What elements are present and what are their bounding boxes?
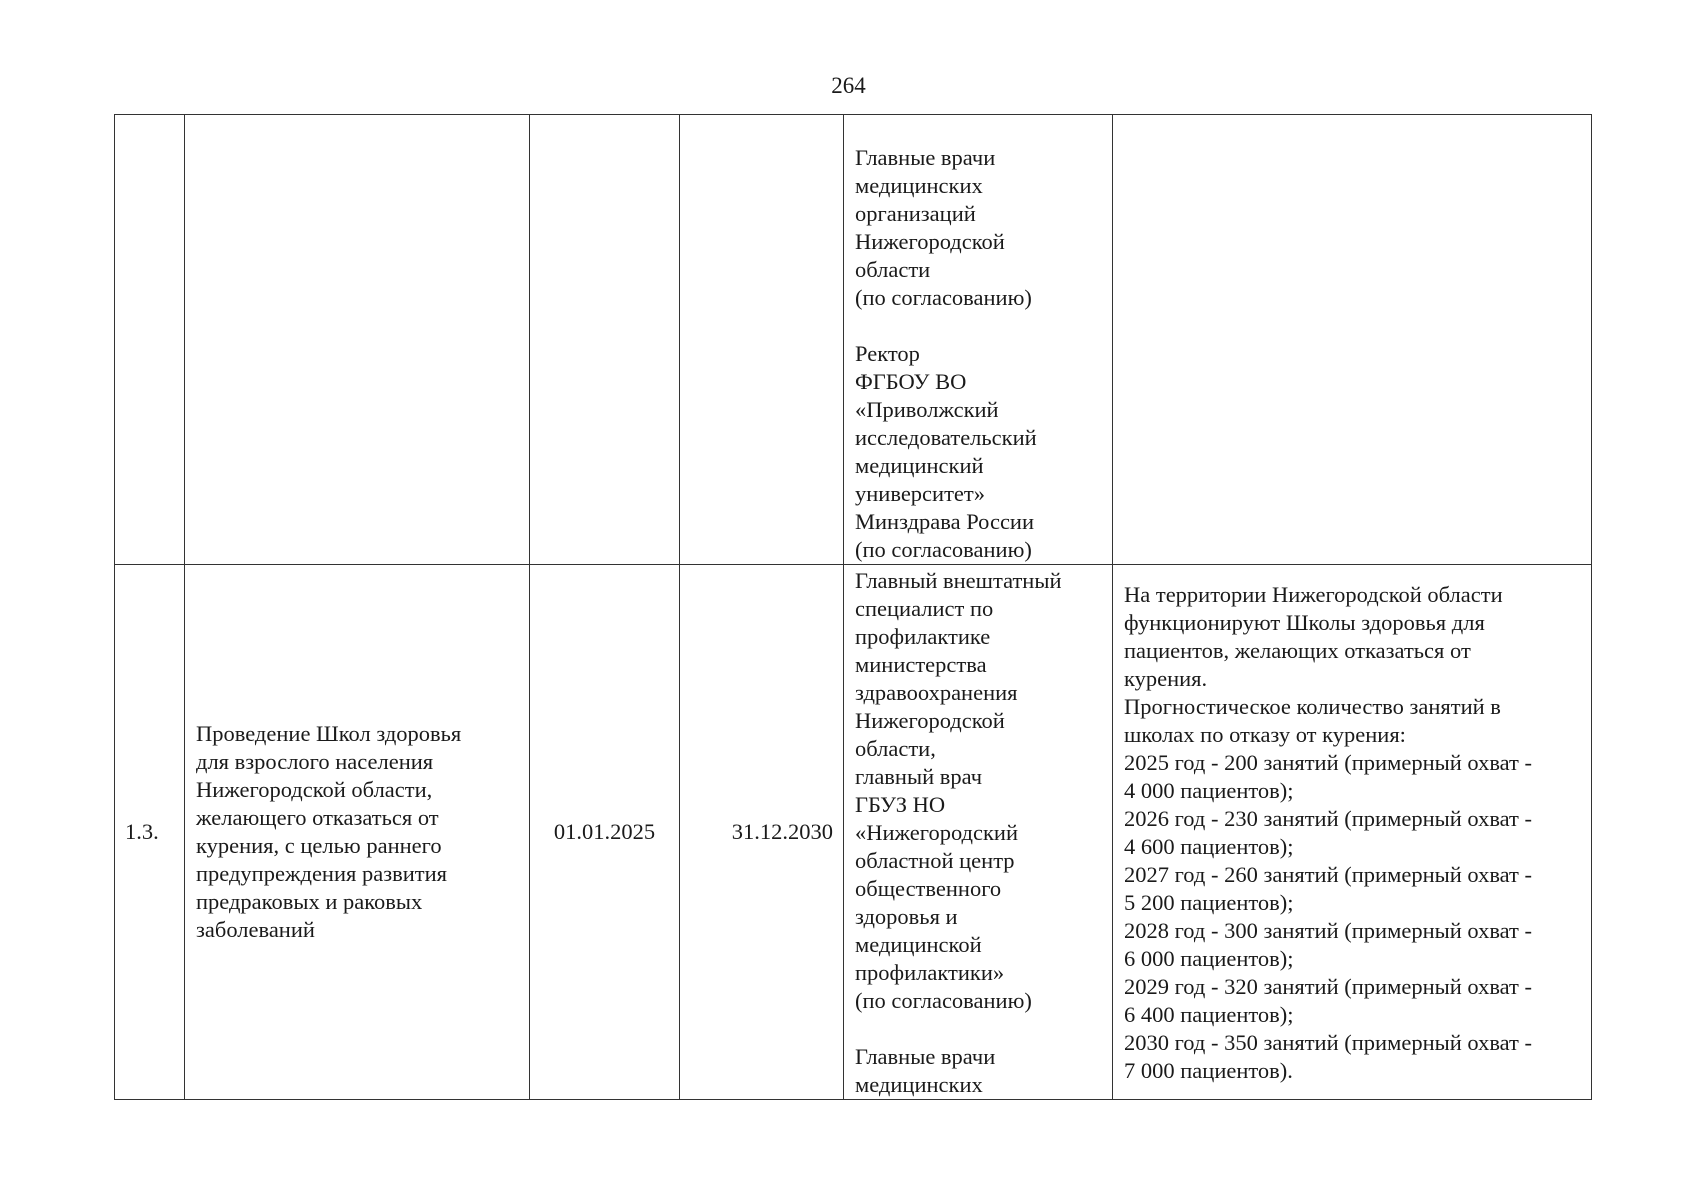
result-cell: [1113, 115, 1592, 565]
responsible-cell: [844, 115, 1113, 565]
measure-name: Проведение Школ здоровья для взрослого населения Нижегородской области, желающего отказаться от курения, с целью раннего предупреждения развития предраковых и раковых заболеваний: [196, 721, 462, 942]
page-number: 264: [831, 73, 866, 98]
responsible-text: Главный внештатный специалист по профилактике министерства здравоохранения Нижегородской области, главный врач ГБУЗ НО «Нижегородский областной центр общественного здоровья и медицинской профилактики» (по согласованию) Главные врачи медицинских: [855, 568, 1062, 1097]
item-number-cell: [115, 115, 185, 565]
responsible-text: Главные врачи медицинских организаций Нижегородской области (по согласованию) Ректор ФГБОУ ВО «Приволжский исследовательский медицинский университет» Минздрава России (по согласованию): [855, 145, 1037, 562]
measure-name-cell: [185, 565, 530, 1100]
start-date: 01.01.2025: [553, 819, 656, 844]
result-cell: [1113, 565, 1592, 1100]
table-row: [115, 115, 1592, 565]
end-date-cell: [680, 115, 844, 565]
table-row: [115, 565, 1592, 1100]
start-date-cell: [530, 565, 680, 1100]
measures-table: [114, 114, 1592, 1100]
responsible-cell: [844, 565, 1113, 1100]
end-date: 31.12.2030: [731, 819, 833, 844]
measure-name-cell: [185, 115, 530, 565]
result-text: На территории Нижегородской области функционируют Школы здоровья для пациентов, желающих отказаться от курения. Прогностическое количество занятий в школах по отказу от курения: 2025 год - 200 занятий (примерный охват - 4 000 пациентов); 2026 год - 230 занятий (примерный охват - 4 600 пациентов); 2027 год - 260 занятий (примерный охват - 5 200 пациентов); 2028 год - 300 занятий (примерный охват - 6 000 пациентов); 2029 год - 320 занятий (примерный охват - 6 400 пациентов); 2030 год - 350 занятий (примерный охват - 7 000 пациентов).: [1124, 582, 1533, 1083]
start-date-cell: [530, 115, 680, 565]
item-number: 1.3.: [125, 819, 159, 844]
end-date-cell: [680, 565, 844, 1100]
item-number-cell: [115, 565, 185, 1100]
